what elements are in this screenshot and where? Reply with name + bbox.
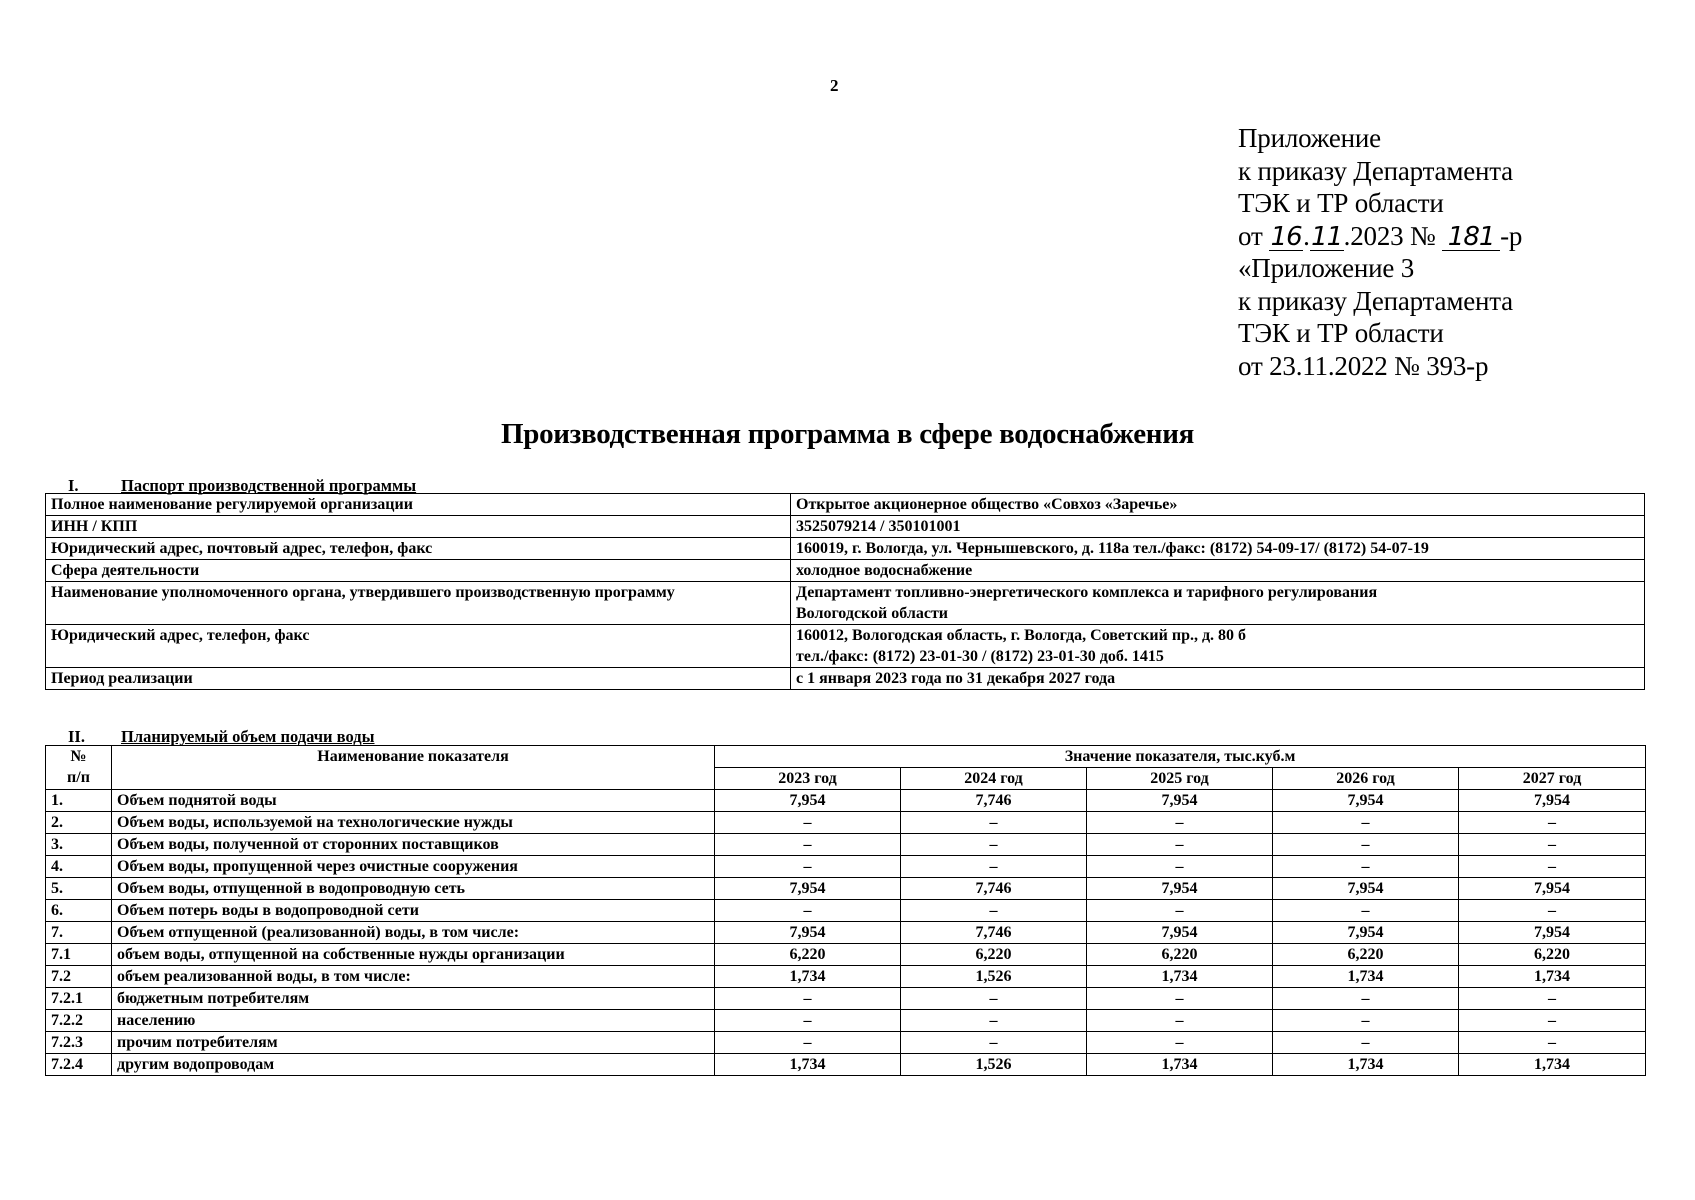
appendix-block bbox=[1238, 122, 1522, 382]
passport-table bbox=[45, 493, 1645, 690]
indicator-value: 1,526 bbox=[901, 966, 1087, 988]
table-row bbox=[46, 582, 1645, 625]
table-row bbox=[46, 790, 1646, 812]
indicator-value: – bbox=[1273, 812, 1459, 834]
indicator-value: 7,954 bbox=[1087, 790, 1273, 812]
header-row bbox=[46, 746, 1646, 768]
indicator-value: – bbox=[1273, 988, 1459, 1010]
section-1-title: Паспорт производственной программы bbox=[121, 476, 417, 495]
row-number: 1. bbox=[46, 790, 112, 812]
row-number: 3. bbox=[46, 834, 112, 856]
indicator-value: 6,220 bbox=[1459, 944, 1646, 966]
indicator-value: 6,220 bbox=[901, 944, 1087, 966]
column-header-year: 2025 год bbox=[1087, 768, 1273, 790]
order-suffix: -р bbox=[1500, 220, 1523, 251]
indicator-value: – bbox=[1087, 856, 1273, 878]
table-row bbox=[46, 812, 1646, 834]
handwritten-month: 11 bbox=[1311, 221, 1343, 252]
indicator-value: – bbox=[715, 856, 901, 878]
indicator-value: 6,220 bbox=[1087, 944, 1273, 966]
passport-label: Сфера деятельности bbox=[46, 560, 791, 582]
row-number: 2. bbox=[46, 812, 112, 834]
indicator-value: – bbox=[1459, 900, 1646, 922]
indicator-value: – bbox=[1087, 834, 1273, 856]
passport-value: Открытое акционерное общество «Совхоз «Заречье» bbox=[791, 494, 1645, 516]
indicator-value: 7,954 bbox=[1459, 922, 1646, 944]
indicator-value: – bbox=[715, 1010, 901, 1032]
indicator-value: 7,954 bbox=[1273, 790, 1459, 812]
indicator-value: 7,954 bbox=[1459, 790, 1646, 812]
passport-label: Полное наименование регулируемой организации bbox=[46, 494, 791, 516]
passport-value-line: 160012, Вологодская область, г. Вологда, Советский пр., д. 80 б bbox=[796, 627, 1247, 644]
passport-value: холодное водоснабжение bbox=[791, 560, 1645, 582]
table-row bbox=[46, 878, 1646, 900]
handwritten-day: 16 bbox=[1270, 221, 1302, 252]
volume-table-body bbox=[46, 790, 1646, 1076]
table-row bbox=[46, 856, 1646, 878]
indicator-name: Объем отпущенной (реализованной) воды, в том числе: bbox=[112, 922, 715, 944]
table-row bbox=[46, 834, 1646, 856]
passport-label: Наименование уполномоченного органа, утвердившего производственную программу bbox=[46, 582, 791, 625]
table-row bbox=[46, 494, 1645, 516]
indicator-value: – bbox=[715, 988, 901, 1010]
indicator-value: – bbox=[901, 812, 1087, 834]
indicator-value: – bbox=[1459, 988, 1646, 1010]
indicator-name: Объем воды, используемой на технологические нужды bbox=[112, 812, 715, 834]
section-2-title: Планируемый объем подачи воды bbox=[121, 727, 375, 746]
date-separator: . bbox=[1303, 220, 1310, 251]
page-number: 2 bbox=[830, 76, 839, 95]
indicator-value: 7,746 bbox=[901, 878, 1087, 900]
row-number: 7.1 bbox=[46, 944, 112, 966]
column-header-year: 2027 год bbox=[1459, 768, 1646, 790]
row-number: 7.2 bbox=[46, 966, 112, 988]
row-number: 7.2.2 bbox=[46, 1010, 112, 1032]
table-row bbox=[46, 1054, 1646, 1076]
indicator-value: – bbox=[1087, 1032, 1273, 1054]
document-title: Производственная программа в сфере водоснабжения bbox=[500, 418, 1194, 450]
table-row bbox=[46, 944, 1646, 966]
table-row bbox=[46, 922, 1646, 944]
indicator-value: 7,954 bbox=[1273, 878, 1459, 900]
table-row bbox=[46, 988, 1646, 1010]
row-number: 7.2.4 bbox=[46, 1054, 112, 1076]
indicator-value: – bbox=[1459, 856, 1646, 878]
indicator-value: – bbox=[1273, 1032, 1459, 1054]
indicator-name: Объем потерь воды в водопроводной сети bbox=[112, 900, 715, 922]
indicator-name: Объем поднятой воды bbox=[112, 790, 715, 812]
passport-label: Юридический адрес, телефон, факс bbox=[46, 625, 791, 668]
passport-value: с 1 января 2023 года по 31 декабря 2027 года bbox=[791, 668, 1645, 690]
row-number: 7. bbox=[46, 922, 112, 944]
table-row bbox=[46, 966, 1646, 988]
indicator-value: 1,734 bbox=[1459, 966, 1646, 988]
indicator-value: 7,746 bbox=[901, 790, 1087, 812]
indicator-name: объем воды, отпущенной на собственные нужды организации bbox=[112, 944, 715, 966]
passport-value-line: Департамент топливно-энергетического комплекса и тарифного регулирования bbox=[796, 584, 1378, 601]
table-row bbox=[46, 516, 1645, 538]
indicator-value: – bbox=[1273, 900, 1459, 922]
appendix-line: ТЭК и ТР области bbox=[1238, 318, 1444, 348]
indicator-name: прочим потребителям bbox=[112, 1032, 715, 1054]
passport-value-line: тел./факс: (8172) 23-01-30 / (8172) 23-01-30 доб. 1415 bbox=[796, 648, 1164, 665]
column-header-name: Наименование показателя bbox=[112, 746, 715, 790]
passport-label: Период реализации bbox=[46, 668, 791, 690]
section-2-heading bbox=[68, 727, 375, 747]
column-header-year: 2023 год bbox=[715, 768, 901, 790]
column-header-year: 2024 год bbox=[901, 768, 1087, 790]
indicator-value: 1,734 bbox=[1273, 966, 1459, 988]
indicator-value: 7,954 bbox=[715, 790, 901, 812]
header-text: п/п bbox=[67, 769, 90, 786]
indicator-value: – bbox=[901, 988, 1087, 1010]
column-header-year: 2026 год bbox=[1273, 768, 1459, 790]
indicator-value: 1,526 bbox=[901, 1054, 1087, 1076]
appendix-line: от 23.11.2022 № 393-р bbox=[1238, 350, 1489, 381]
indicator-value: – bbox=[715, 900, 901, 922]
table-row bbox=[46, 560, 1645, 582]
indicator-value: – bbox=[901, 1032, 1087, 1054]
indicator-name: бюджетным потребителям bbox=[112, 988, 715, 1010]
indicator-value: 1,734 bbox=[715, 1054, 901, 1076]
column-header-value: Значение показателя, тыс.куб.м bbox=[715, 746, 1646, 768]
passport-value: 160019, г. Вологда, ул. Чернышевского, д. 118а тел./факс: (8172) 54-09-17/ (8172) 54-07-19 bbox=[791, 538, 1645, 560]
row-number: 7.2.1 bbox=[46, 988, 112, 1010]
indicator-value: – bbox=[901, 900, 1087, 922]
table-row bbox=[46, 668, 1645, 690]
indicator-value: 1,734 bbox=[1087, 1054, 1273, 1076]
appendix-line: Приложение bbox=[1238, 123, 1381, 153]
passport-value-multiline bbox=[791, 582, 1645, 625]
passport-value: 3525079214 / 350101001 bbox=[791, 516, 1645, 538]
appendix-line: к приказу Департамента bbox=[1238, 155, 1513, 186]
indicator-value: – bbox=[1459, 834, 1646, 856]
appendix-line: «Приложение 3 bbox=[1238, 253, 1415, 283]
section-1-number: I. bbox=[68, 476, 79, 495]
appendix-order-date bbox=[1238, 220, 1522, 253]
indicator-name: Объем воды, отпущенной в водопроводную сеть bbox=[112, 878, 715, 900]
indicator-value: 1,734 bbox=[715, 966, 901, 988]
indicator-value: – bbox=[1087, 1010, 1273, 1032]
indicator-value: – bbox=[1459, 812, 1646, 834]
row-number: 5. bbox=[46, 878, 112, 900]
row-number: 4. bbox=[46, 856, 112, 878]
row-number: 6. bbox=[46, 900, 112, 922]
indicator-value: – bbox=[1459, 1032, 1646, 1054]
passport-label: Юридический адрес, почтовый адрес, телефон, факс bbox=[46, 538, 791, 560]
indicator-value: – bbox=[1087, 900, 1273, 922]
passport-value-multiline bbox=[791, 625, 1645, 668]
table-row bbox=[46, 1032, 1646, 1054]
indicator-value: 7,954 bbox=[1087, 878, 1273, 900]
indicator-value: – bbox=[1087, 988, 1273, 1010]
passport-label: ИНН / КПП bbox=[46, 516, 791, 538]
indicator-value: – bbox=[901, 834, 1087, 856]
indicator-value: 7,954 bbox=[715, 922, 901, 944]
indicator-name: населению bbox=[112, 1010, 715, 1032]
indicator-value: – bbox=[715, 834, 901, 856]
table-row bbox=[46, 1010, 1646, 1032]
indicator-value: – bbox=[715, 1032, 901, 1054]
indicator-value: 7,746 bbox=[901, 922, 1087, 944]
indicator-value: – bbox=[1273, 834, 1459, 856]
indicator-value: 7,954 bbox=[1273, 922, 1459, 944]
indicator-value: – bbox=[901, 1010, 1087, 1032]
indicator-value: – bbox=[1459, 1010, 1646, 1032]
indicator-value: 1,734 bbox=[1459, 1054, 1646, 1076]
passport-value-line: Вологодской области bbox=[796, 605, 949, 622]
row-number: 7.2.3 bbox=[46, 1032, 112, 1054]
indicator-value: – bbox=[1087, 812, 1273, 834]
indicator-value: 6,220 bbox=[715, 944, 901, 966]
indicator-value: – bbox=[715, 812, 901, 834]
appendix-line: ТЭК и ТР области bbox=[1238, 188, 1444, 218]
water-volume-table bbox=[45, 745, 1646, 1076]
indicator-value: 7,954 bbox=[1087, 922, 1273, 944]
handwritten-order-number: 181 bbox=[1442, 224, 1500, 251]
indicator-name: Объем воды, полученной от сторонних поставщиков bbox=[112, 834, 715, 856]
indicator-value: – bbox=[901, 856, 1087, 878]
table-row bbox=[46, 538, 1645, 560]
date-year: .2023 № bbox=[1343, 220, 1436, 251]
date-prefix: от bbox=[1238, 220, 1263, 251]
table-row bbox=[46, 625, 1645, 668]
column-header-number bbox=[46, 746, 112, 790]
indicator-name: объем реализованной воды, в том числе: bbox=[112, 966, 715, 988]
appendix-line: к приказу Департамента bbox=[1238, 285, 1513, 316]
indicator-name: другим водопроводам bbox=[112, 1054, 715, 1076]
section-2-number: II. bbox=[68, 727, 85, 746]
indicator-value: 7,954 bbox=[1459, 878, 1646, 900]
indicator-value: 1,734 bbox=[1087, 966, 1273, 988]
header-text: № bbox=[70, 748, 87, 765]
indicator-value: 6,220 bbox=[1273, 944, 1459, 966]
indicator-value: – bbox=[1273, 1010, 1459, 1032]
indicator-value: 7,954 bbox=[715, 878, 901, 900]
indicator-value: 1,734 bbox=[1273, 1054, 1459, 1076]
indicator-name: Объем воды, пропущенной через очистные сооружения bbox=[112, 856, 715, 878]
indicator-value: – bbox=[1273, 856, 1459, 878]
table-row bbox=[46, 900, 1646, 922]
